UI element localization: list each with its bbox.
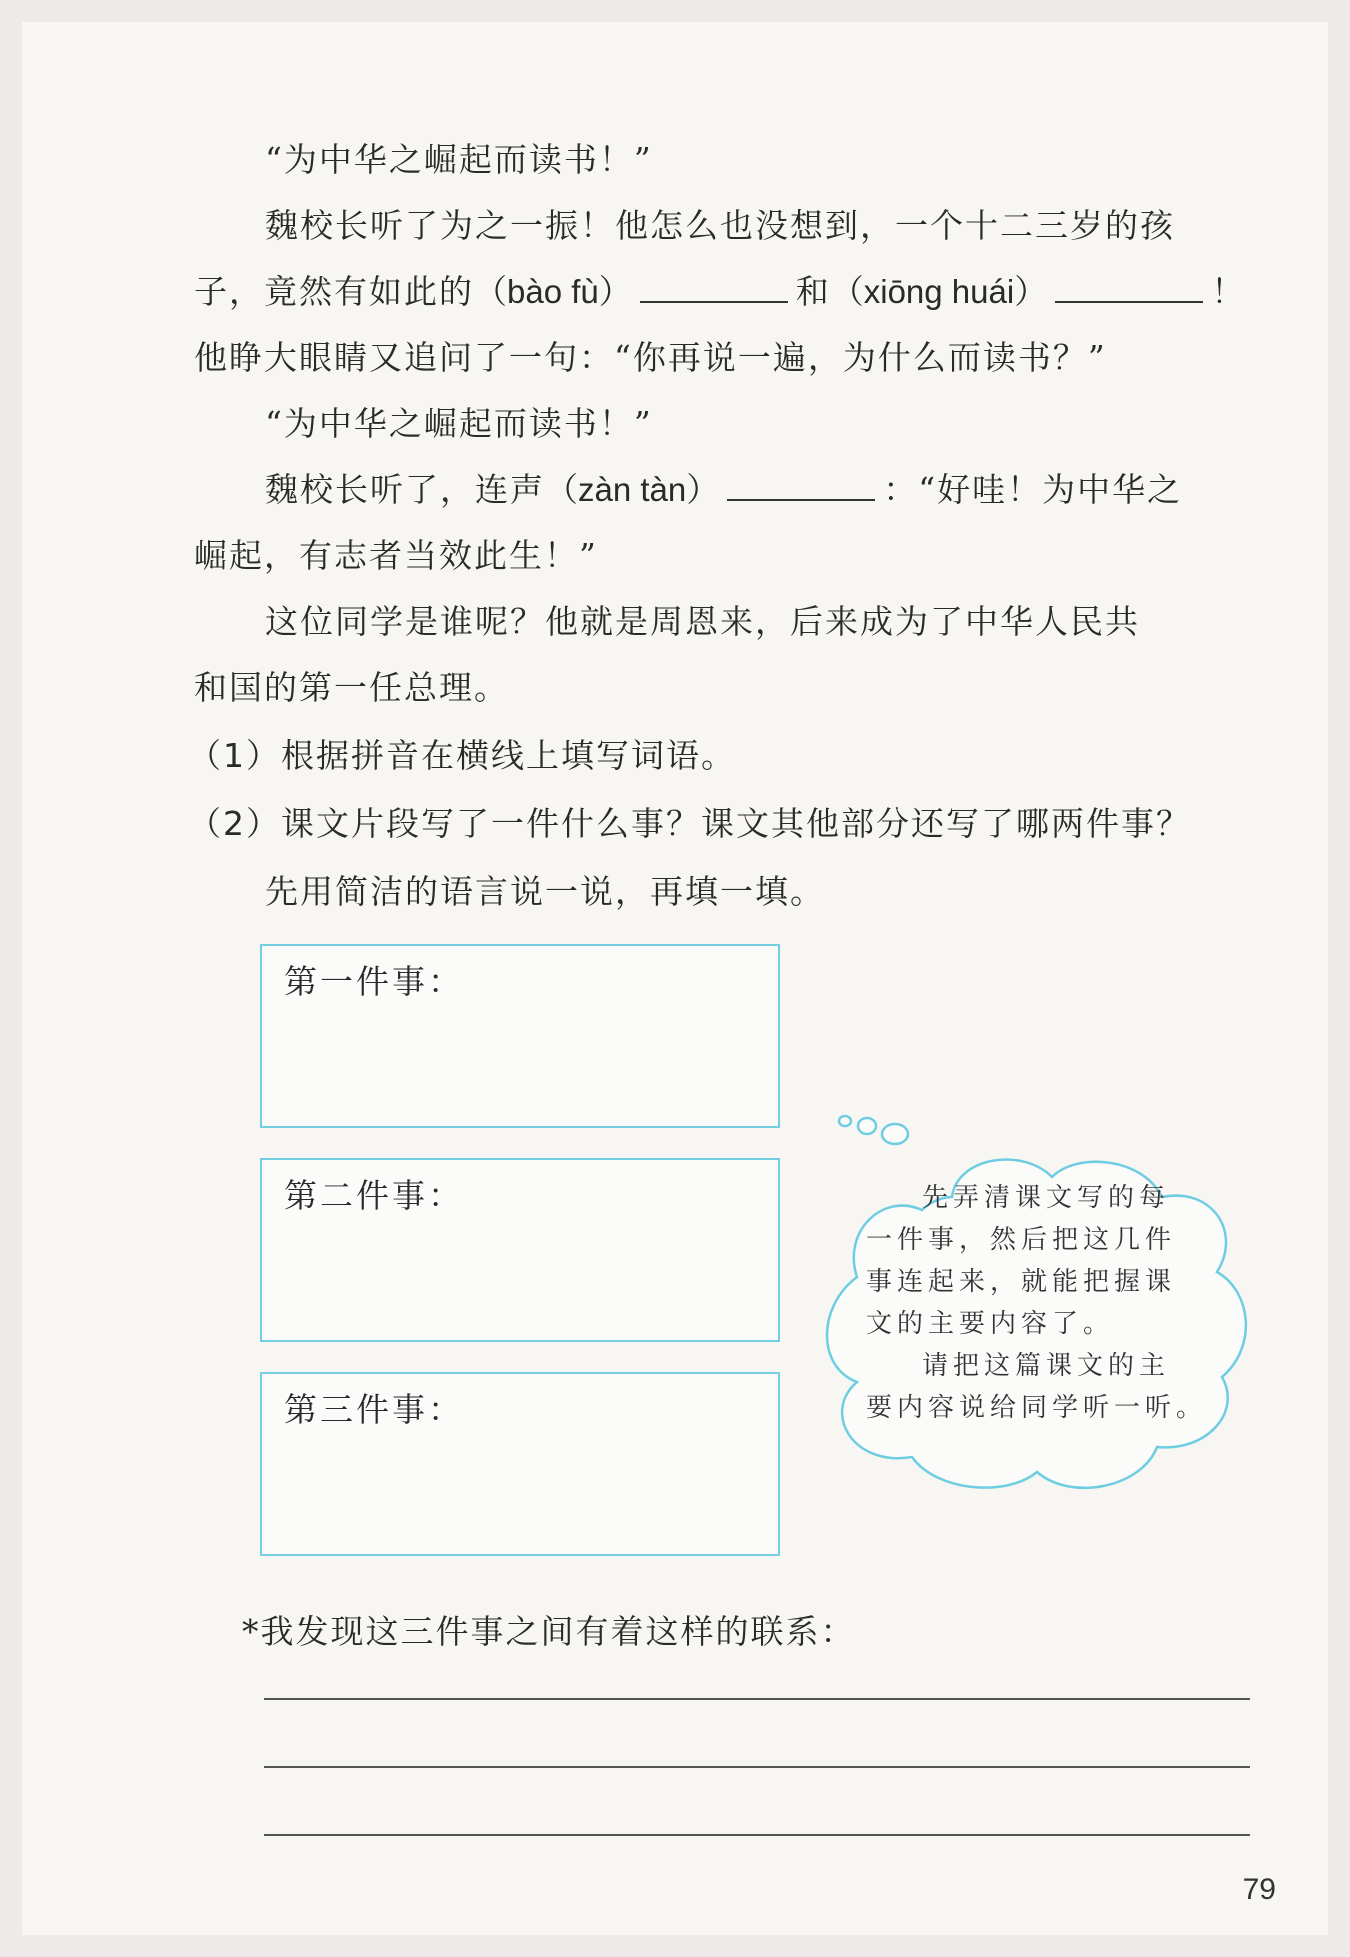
blank-zan-tan[interactable]	[727, 471, 875, 501]
pinyin-bao-fu: （bào fù）	[474, 273, 632, 310]
writing-line-2[interactable]	[264, 1766, 1250, 1768]
cloud-line-5: 请把这篇课文的主	[922, 1351, 1171, 1381]
passage-line-3-text-b: 和	[795, 272, 831, 311]
passage-line-6-text-b: ：“好哇！为中华之	[883, 470, 1183, 509]
first-event-box[interactable]	[260, 944, 780, 1128]
workbook-page	[22, 22, 1328, 1935]
passage-line-1: “为中华之崛起而读书！”	[265, 140, 653, 179]
cloud-line-4: 文的主要内容了。	[866, 1309, 1115, 1339]
question-2-text: 课文片段写了一件什么事？课文其他部分还写了哪两件事？	[281, 804, 1191, 843]
passage-line-5: “为中华之崛起而读书！”	[265, 404, 653, 443]
question-2-number: （2）	[188, 804, 281, 843]
cloud-line-3: 事连起来，就能把握课	[866, 1267, 1177, 1297]
passage-line-3	[194, 272, 1246, 312]
first-event-label: 第一件事：	[284, 962, 464, 1001]
writing-line-3[interactable]	[264, 1834, 1250, 1836]
page-number: 79	[1242, 1873, 1276, 1906]
connection-prompt: *我发现这三件事之间有着这样的联系：	[242, 1612, 856, 1651]
cloud-line-2: 一件事，然后把这几件	[866, 1225, 1177, 1255]
blank-bao-fu[interactable]	[640, 273, 788, 303]
passage-line-8: 这位同学是谁呢？他就是周恩来，后来成为了中华人民共	[265, 602, 1140, 641]
question-1	[188, 736, 736, 776]
passage-line-3-text-c: ！	[1211, 272, 1247, 311]
second-event-box[interactable]	[260, 1158, 780, 1342]
cloud-line-1: 先弄清课文写的每	[922, 1183, 1171, 1213]
passage-line-3-text-a: 子，竟然有如此的	[194, 272, 474, 311]
question-2	[188, 804, 1191, 844]
blank-xiong-huai[interactable]	[1055, 273, 1203, 303]
passage-line-7: 崛起，有志者当效此生！”	[194, 536, 598, 575]
question-2-line-2: 先用简洁的语言说一说，再填一填。	[265, 872, 825, 911]
passage-line-6-text-a: 魏校长听了，连声	[265, 470, 545, 509]
cloud-line-6: 要内容说给同学听一听。	[866, 1393, 1208, 1423]
passage-line-4: 他睁大眼睛又追问了一句：“你再说一遍，为什么而读书？”	[194, 338, 1107, 377]
pinyin-zan-tan: （zàn tàn）	[545, 471, 720, 508]
passage-line-9: 和国的第一任总理。	[194, 668, 509, 707]
third-event-label: 第三件事：	[284, 1390, 464, 1429]
question-1-text: 根据拼音在横线上填写词语。	[281, 736, 736, 775]
writing-line-1[interactable]	[264, 1698, 1250, 1700]
third-event-box[interactable]	[260, 1372, 780, 1556]
passage-line-2: 魏校长听了为之一振！他怎么也没想到，一个十二三岁的孩	[265, 206, 1175, 245]
passage-line-6	[265, 470, 1182, 510]
question-1-number: （1）	[188, 736, 281, 775]
second-event-label: 第二件事：	[284, 1176, 464, 1215]
pinyin-xiong-huai: （xiōng huái）	[830, 273, 1048, 310]
